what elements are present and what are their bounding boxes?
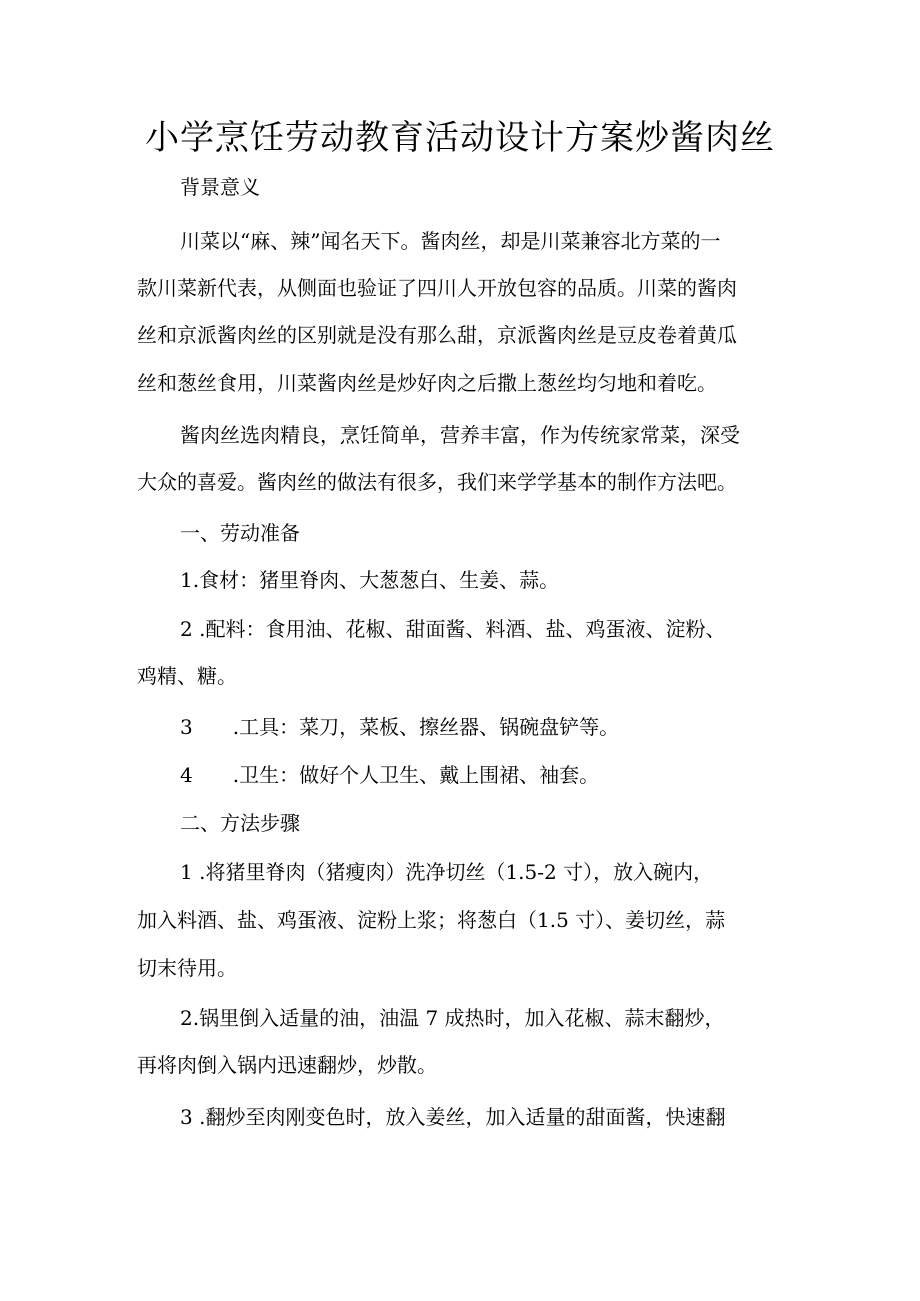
prep-item-hygiene xyxy=(180,760,599,790)
document-title: 小学烹饪劳动教育活动设计方案炒酱肉丝 xyxy=(145,118,775,158)
prep-item-ingredients: 1.食材：猪里脊肉、大葱葱白、生姜、蒜。 xyxy=(180,568,560,592)
step-line: 3 .翻炒至肉刚变色时，放入姜丝，加入适量的甜面酱，快速翻 xyxy=(180,1105,726,1129)
step-line: 2.锅里倒入适量的油，油温 7 成热时，加入花椒、蒜末翻炒， xyxy=(180,1006,725,1030)
step-line: 1 .将猪里脊肉（猪瘦肉）洗净切丝（1.5-2 寸），放入碗内， xyxy=(180,860,714,884)
prep-item-seasonings: 2 .配料：食用油、花椒、甜面酱、料酒、盐、鸡蛋液、淀粉、 xyxy=(180,617,726,641)
prep-item-number: 4 xyxy=(180,763,193,787)
paragraph-line: 丝和京派酱肉丝的区别就是没有那么甜，京派酱肉丝是豆皮卷着黄瓜 xyxy=(137,323,737,347)
paragraph-line: 款川菜新代表，从侧面也验证了四川人开放包容的品质。川菜的酱肉 xyxy=(137,276,737,300)
paragraph-line: 酱肉丝选肉精良，烹饪简单，营养丰富，作为传统家常菜，深受 xyxy=(180,423,740,447)
paragraph-line: 大众的喜爱。酱肉丝的做法有很多，我们来学学基本的制作方法吧。 xyxy=(137,470,737,494)
prep-item-tools xyxy=(180,712,619,742)
prep-item-number: 3 xyxy=(180,715,193,739)
step-line: 再将肉倒入锅内迅速翻炒，炒散。 xyxy=(137,1053,437,1077)
prep-item-text: .工具：菜刀，菜板、擦丝器、锅碗盘铲等。 xyxy=(232,715,620,739)
step-line: 切末待用。 xyxy=(137,956,237,980)
step-line: 加入料酒、盐、鸡蛋液、淀粉上浆；将葱白（1.5 寸）、姜切丝，蒜 xyxy=(137,908,726,932)
paragraph-line: 川菜以“麻、辣”闻名天下。酱肉丝，却是川菜兼容北方菜的一 xyxy=(180,229,721,253)
paragraph-line: 丝和葱丝食用，川菜酱肉丝是炒好肉之后撒上葱丝均匀地和着吃。 xyxy=(137,371,717,395)
prep-item-text: .卫生：做好个人卫生、戴上围裙、袖套。 xyxy=(232,763,600,787)
prep-item-seasonings-cont: 鸡精、糖。 xyxy=(137,664,237,688)
background-heading: 背景意义 xyxy=(180,175,260,199)
section1-heading: 一、劳动准备 xyxy=(180,521,300,545)
section2-heading: 二、方法步骤 xyxy=(180,811,300,835)
